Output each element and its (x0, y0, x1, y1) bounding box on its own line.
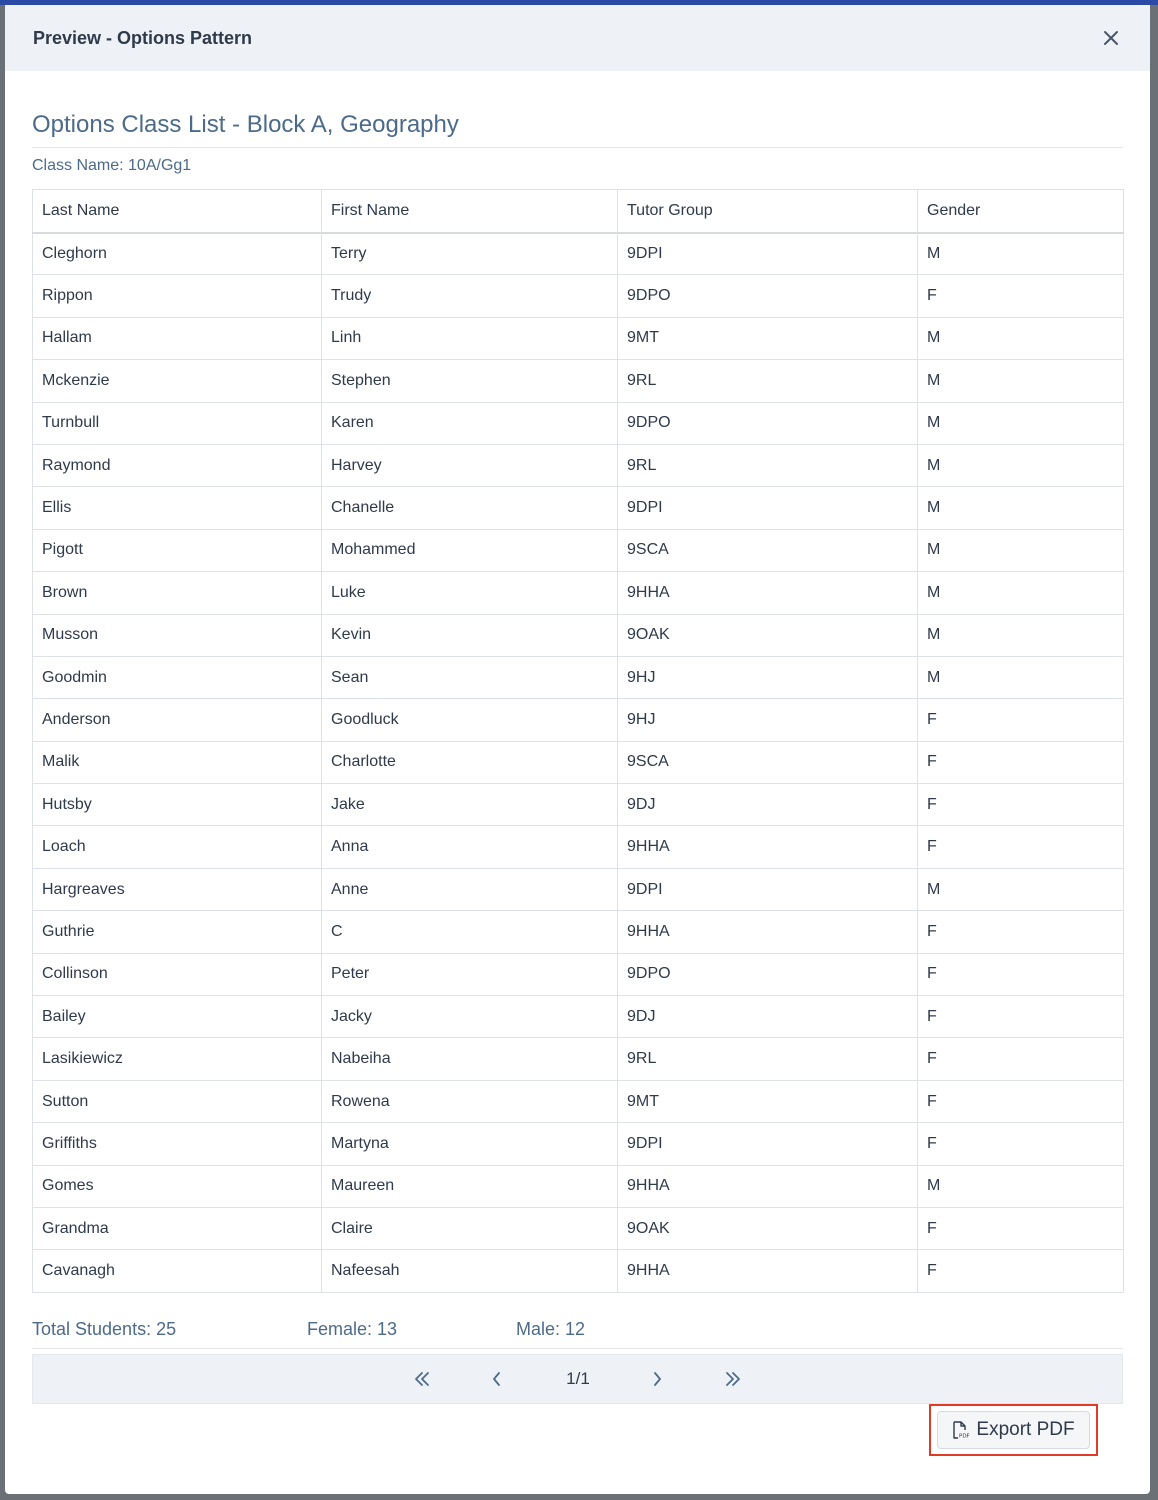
cell-last-name: Hargreaves (33, 868, 322, 910)
header-last-name[interactable]: Last Name (33, 190, 322, 233)
cell-last-name: Anderson (33, 699, 322, 741)
table-row[interactable] (33, 1207, 1124, 1249)
cell-gender: M (918, 572, 1124, 614)
table-row[interactable] (33, 360, 1124, 402)
prev-page-icon (491, 1371, 503, 1387)
cell-last-name: Hutsby (33, 784, 322, 826)
cell-first-name: Jake (322, 784, 618, 826)
cell-tutor-group: 9SCA (618, 741, 918, 783)
table-row[interactable] (33, 1165, 1124, 1207)
cell-tutor-group: 9HJ (618, 699, 918, 741)
cell-tutor-group: 9MT (618, 1080, 918, 1122)
close-icon (1104, 31, 1118, 45)
cell-last-name: Lasikiewicz (33, 1038, 322, 1080)
header-first-name[interactable]: First Name (322, 190, 618, 233)
cell-tutor-group: 9MT (618, 317, 918, 359)
prev-page-button[interactable] (485, 1367, 509, 1391)
table-row[interactable] (33, 826, 1124, 868)
cell-tutor-group: 9RL (618, 360, 918, 402)
cell-last-name: Guthrie (33, 911, 322, 953)
modal-title: Preview - Options Pattern (33, 27, 253, 48)
page-indicator: 1/1 (566, 1368, 590, 1388)
cell-last-name: Brown (33, 572, 322, 614)
cell-last-name: Mckenzie (33, 360, 322, 402)
cell-last-name: Rippon (33, 275, 322, 317)
pagination-bar (32, 1354, 1123, 1404)
cell-first-name: Karen (322, 402, 618, 444)
table-row[interactable] (33, 868, 1124, 910)
cell-last-name: Hallam (33, 317, 322, 359)
cell-gender: F (918, 1250, 1124, 1292)
modal-header (5, 5, 1150, 71)
cell-last-name: Ellis (33, 487, 322, 529)
table-row[interactable] (33, 444, 1124, 486)
cell-gender: F (918, 1207, 1124, 1249)
female-count: Female: 13 (307, 1318, 398, 1339)
cell-tutor-group: 9DPO (618, 402, 918, 444)
table-row[interactable] (33, 1123, 1124, 1165)
next-page-button[interactable] (645, 1367, 669, 1391)
cell-gender: M (918, 487, 1124, 529)
preview-modal (5, 5, 1150, 1494)
cell-gender: F (918, 741, 1124, 783)
close-button[interactable] (1099, 26, 1123, 50)
cell-first-name: Mohammed (322, 529, 618, 571)
table-row[interactable] (33, 572, 1124, 614)
table-row[interactable] (33, 275, 1124, 317)
cell-tutor-group: 9RL (618, 1038, 918, 1080)
summary-bar (32, 1319, 1123, 1349)
class-name: Class Name: 10A/Gg1 (32, 157, 192, 174)
cell-tutor-group: 9HHA (618, 911, 918, 953)
cell-gender: M (918, 614, 1124, 656)
cell-tutor-group: 9OAK (618, 1207, 918, 1249)
cell-gender: F (918, 826, 1124, 868)
cell-last-name: Grandma (33, 1207, 322, 1249)
total-students: Total Students: 25 (32, 1318, 177, 1339)
export-highlight (929, 1404, 1098, 1456)
cell-first-name: Maureen (322, 1165, 618, 1207)
table-row[interactable] (33, 699, 1124, 741)
table-row[interactable] (33, 911, 1124, 953)
cell-first-name: Jacky (322, 996, 618, 1038)
export-pdf-label: Export PDF (976, 1419, 1075, 1440)
table-header-row (33, 190, 1124, 233)
cell-tutor-group: 9DPI (618, 1123, 918, 1165)
cell-tutor-group: 9HJ (618, 656, 918, 698)
cell-first-name: Luke (322, 572, 618, 614)
table-row[interactable] (33, 1250, 1124, 1292)
table-row[interactable] (33, 996, 1124, 1038)
cell-tutor-group: 9DPI (618, 868, 918, 910)
male-count: Male: 12 (516, 1318, 586, 1339)
cell-tutor-group: 9DPO (618, 275, 918, 317)
cell-gender: M (918, 656, 1124, 698)
cell-first-name: Linh (322, 317, 618, 359)
svg-text:PDF: PDF (959, 1433, 971, 1440)
cell-tutor-group: 9OAK (618, 614, 918, 656)
table-body (33, 233, 1124, 1293)
cell-gender: F (918, 911, 1124, 953)
cell-first-name: Terry (322, 233, 618, 275)
table-row[interactable] (33, 1080, 1124, 1122)
cell-tutor-group: 9HHA (618, 1165, 918, 1207)
cell-gender: M (918, 1165, 1124, 1207)
cell-first-name: Nafeesah (322, 1250, 618, 1292)
cell-gender: M (918, 360, 1124, 402)
cell-last-name: Loach (33, 826, 322, 868)
table-row[interactable] (33, 953, 1124, 995)
last-page-button[interactable] (721, 1367, 745, 1391)
cell-first-name: Anne (322, 868, 618, 910)
cell-gender: F (918, 996, 1124, 1038)
first-page-button[interactable] (410, 1367, 434, 1391)
table-row[interactable] (33, 487, 1124, 529)
cell-first-name: Trudy (322, 275, 618, 317)
cell-last-name: Malik (33, 741, 322, 783)
cell-first-name: Sean (322, 656, 618, 698)
cell-tutor-group: 9SCA (618, 529, 918, 571)
header-gender[interactable]: Gender (918, 190, 1124, 233)
cell-first-name: Chanelle (322, 487, 618, 529)
cell-gender: M (918, 402, 1124, 444)
cell-gender: F (918, 1038, 1124, 1080)
header-tutor-group[interactable]: Tutor Group (618, 190, 918, 233)
first-page-icon (413, 1371, 431, 1387)
cell-gender: M (918, 529, 1124, 571)
cell-last-name: Cavanagh (33, 1250, 322, 1292)
class-list-table (32, 189, 1124, 1293)
table-row[interactable] (33, 784, 1124, 826)
cell-first-name: Anna (322, 826, 618, 868)
next-page-icon (651, 1371, 663, 1387)
cell-gender: F (918, 953, 1124, 995)
cell-tutor-group: 9HHA (618, 1250, 918, 1292)
pdf-file-icon (952, 1421, 971, 1440)
cell-gender: F (918, 699, 1124, 741)
cell-last-name: Raymond (33, 444, 322, 486)
table-row[interactable] (33, 529, 1124, 571)
cell-first-name: C (322, 911, 618, 953)
cell-first-name: Stephen (322, 360, 618, 402)
cell-tutor-group: 9HHA (618, 826, 918, 868)
cell-last-name: Pigott (33, 529, 322, 571)
cell-first-name: Claire (322, 1207, 618, 1249)
cell-tutor-group: 9DJ (618, 996, 918, 1038)
cell-gender: F (918, 784, 1124, 826)
cell-tutor-group: 9DJ (618, 784, 918, 826)
table-row[interactable] (33, 317, 1124, 359)
cell-last-name: Gomes (33, 1165, 322, 1207)
table-row[interactable] (33, 233, 1124, 275)
cell-gender: F (918, 1123, 1124, 1165)
last-page-icon (724, 1371, 742, 1387)
cell-last-name: Cleghorn (33, 233, 322, 275)
cell-tutor-group: 9DPI (618, 233, 918, 275)
table-row[interactable] (33, 656, 1124, 698)
cell-last-name: Bailey (33, 996, 322, 1038)
cell-last-name: Turnbull (33, 402, 322, 444)
cell-first-name: Peter (322, 953, 618, 995)
cell-tutor-group: 9HHA (618, 572, 918, 614)
cell-last-name: Goodmin (33, 656, 322, 698)
export-pdf-button[interactable] (937, 1411, 1090, 1449)
table-row[interactable] (33, 1038, 1124, 1080)
cell-gender: F (918, 1080, 1124, 1122)
cell-first-name: Goodluck (322, 699, 618, 741)
modal-body (5, 111, 1150, 1404)
cell-first-name: Martyna (322, 1123, 618, 1165)
cell-gender: M (918, 317, 1124, 359)
cell-first-name: Kevin (322, 614, 618, 656)
cell-gender: M (918, 868, 1124, 910)
cell-gender: M (918, 444, 1124, 486)
cell-tutor-group: 9RL (618, 444, 918, 486)
cell-first-name: Rowena (322, 1080, 618, 1122)
cell-last-name: Musson (33, 614, 322, 656)
cell-first-name: Harvey (322, 444, 618, 486)
cell-first-name: Nabeiha (322, 1038, 618, 1080)
cell-last-name: Griffiths (33, 1123, 322, 1165)
list-title: Options Class List - Block A, Geography (32, 111, 1123, 148)
table-row[interactable] (33, 614, 1124, 656)
cell-tutor-group: 9DPI (618, 487, 918, 529)
cell-gender: F (918, 275, 1124, 317)
cell-last-name: Collinson (33, 953, 322, 995)
cell-tutor-group: 9DPO (618, 953, 918, 995)
table-row[interactable] (33, 741, 1124, 783)
table-row[interactable] (33, 402, 1124, 444)
cell-first-name: Charlotte (322, 741, 618, 783)
cell-last-name: Sutton (33, 1080, 322, 1122)
cell-gender: M (918, 233, 1124, 275)
